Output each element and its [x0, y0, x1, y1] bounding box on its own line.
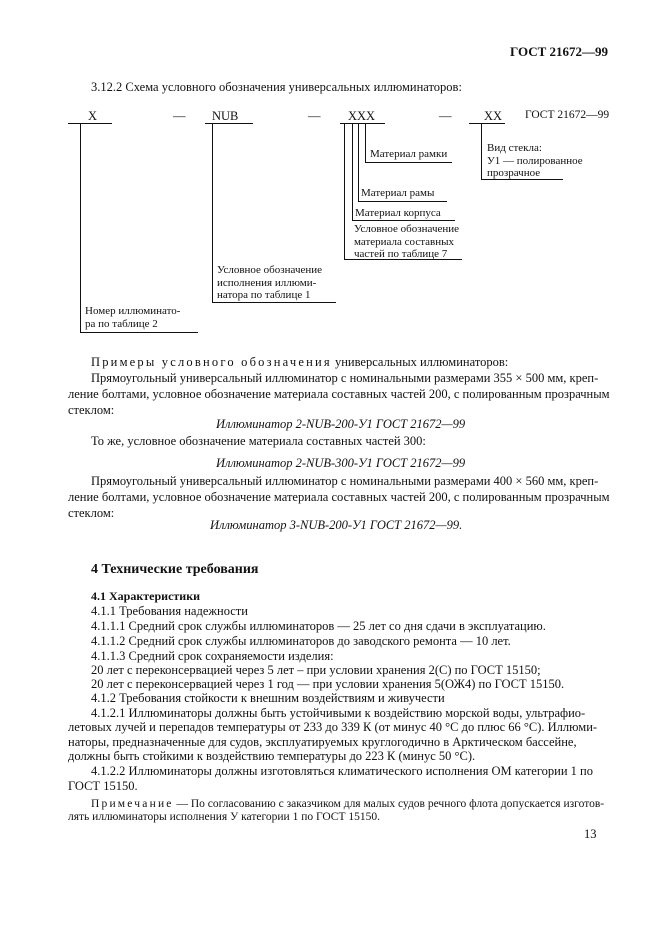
scheme-title: 3.12.2 Схема условного обозначения универсальных иллюминаторов:: [91, 80, 462, 94]
label-number: Номер иллюминато- ра по таблице 2: [85, 305, 181, 330]
scheme-token-xxx: XXX: [348, 109, 376, 123]
note-line2: лять иллюминаторы исполнения У категории 1 по ГОСТ 15150.: [68, 811, 380, 823]
req-line-4: 4.1.1.3 Средний срок сохраняемости изделия:: [91, 649, 334, 663]
req-line-9: летовых лучей и перепадов температуры от 233 до 339 К (от минус 40 °С до плюс 66 °С). Иллюми-: [68, 720, 598, 734]
example1-designation: Иллюминатор 2-NUB-200-У1 ГОСТ 21672—99: [216, 417, 466, 431]
req-line-5: 20 лет с переконсервацией через 5 лет – при условии хранения 2(С) по ГОСТ 15150;: [91, 663, 541, 677]
section4-title: 4 Технические требования: [91, 562, 259, 577]
scheme-token-xx: XX: [484, 109, 503, 123]
req-line-3: 4.1.1.2 Средний срок службы иллюминаторов до заводского ремонта — 10 лет.: [91, 634, 511, 648]
req-line-6: 20 лет с переконсервацией через 1 год — при условии хранения 5(ОЖ4) по ГОСТ 15150.: [91, 677, 565, 691]
req-line-12: 4.1.2.2 Иллюминаторы должны изготовляться климатического исполнения ОМ категории 1 по: [91, 764, 593, 778]
req-line-8: 4.1.2.1 Иллюминаторы должны быть устойчивыми к воздействию морской воды, ультрафио-: [91, 706, 586, 720]
req-line-7: 4.1.2 Требования стойкости к внешним воздействиям и живучести: [91, 691, 445, 705]
example3-text-line1: Прямоугольный универсальный иллюминатор с номинальными размерами 400 × 560 мм, креп-: [91, 474, 599, 488]
scheme-dash-2: —: [308, 109, 321, 123]
scheme-token-nub: NUB: [212, 109, 239, 123]
example2-designation: Иллюминатор 2-NUB-300-У1 ГОСТ 21672—99: [216, 456, 466, 470]
document-standard-header: ГОСТ 21672—99: [510, 44, 609, 59]
req-line-13: ГОСТ 15150.: [68, 779, 138, 793]
req-line-11: должны быть стойкими к воздействию температуры до 223 К (минус 50 °С).: [68, 749, 476, 763]
label-execution: Условное обозначение исполнения иллюми- натора по таблице 1: [217, 264, 323, 301]
scheme-token-x: X: [88, 109, 98, 123]
scheme-standard: ГОСТ 21672—99: [525, 109, 610, 121]
label-glass-type: Вид стекла: У1 — полированное прозрачное: [487, 142, 583, 179]
label-body-material: Материал корпуса: [355, 207, 441, 219]
note-line1: Примечание — По согласованию с заказчиком для малых судов речного флота допускается изготов-: [91, 798, 605, 810]
example3-text-line3: стеклом:: [68, 506, 115, 520]
example3-text-line2: ление болтами, условное обозначение материала составных частей 200, с полированным прозрачным: [68, 490, 610, 504]
req-line-10: наторы, предназначенные для судов, эксплуатируемых круглогодично в Арктическом бассейне,: [68, 735, 577, 749]
scheme-dash-3: —: [439, 109, 452, 123]
label-frame-material: Материал рамки: [370, 148, 448, 160]
label-rama-material: Материал рамы: [361, 187, 435, 199]
label-parts-material: Условное обозначение материала составных частей по таблице 7: [354, 223, 460, 260]
example3-designation: Иллюминатор 3-NUB-200-У1 ГОСТ 21672—99.: [210, 518, 463, 532]
req-line-2: 4.1.1.1 Средний срок службы иллюминаторов — 25 лет со дня сдачи в эксплуатацию.: [91, 619, 546, 633]
example1-text-line3: стеклом:: [68, 403, 115, 417]
examples-heading: Примеры условного обозначения универсальных иллюминаторов:: [91, 355, 509, 369]
example2-text: То же, условное обозначение материала составных частей 300:: [91, 434, 426, 448]
page-number: 13: [584, 827, 597, 841]
section41-title: 4.1 Характеристики: [91, 589, 201, 603]
example1-text-line2: ление болтами, условное обозначение материала составных частей 200, с полированным прозрачным: [68, 387, 610, 401]
example1-text-line1: Прямоугольный универсальный иллюминатор с номинальными размерами 355 × 500 мм, креп-: [91, 371, 599, 385]
scheme-dash-1: —: [173, 109, 186, 123]
req-line-1: 4.1.1 Требования надежности: [91, 604, 248, 618]
